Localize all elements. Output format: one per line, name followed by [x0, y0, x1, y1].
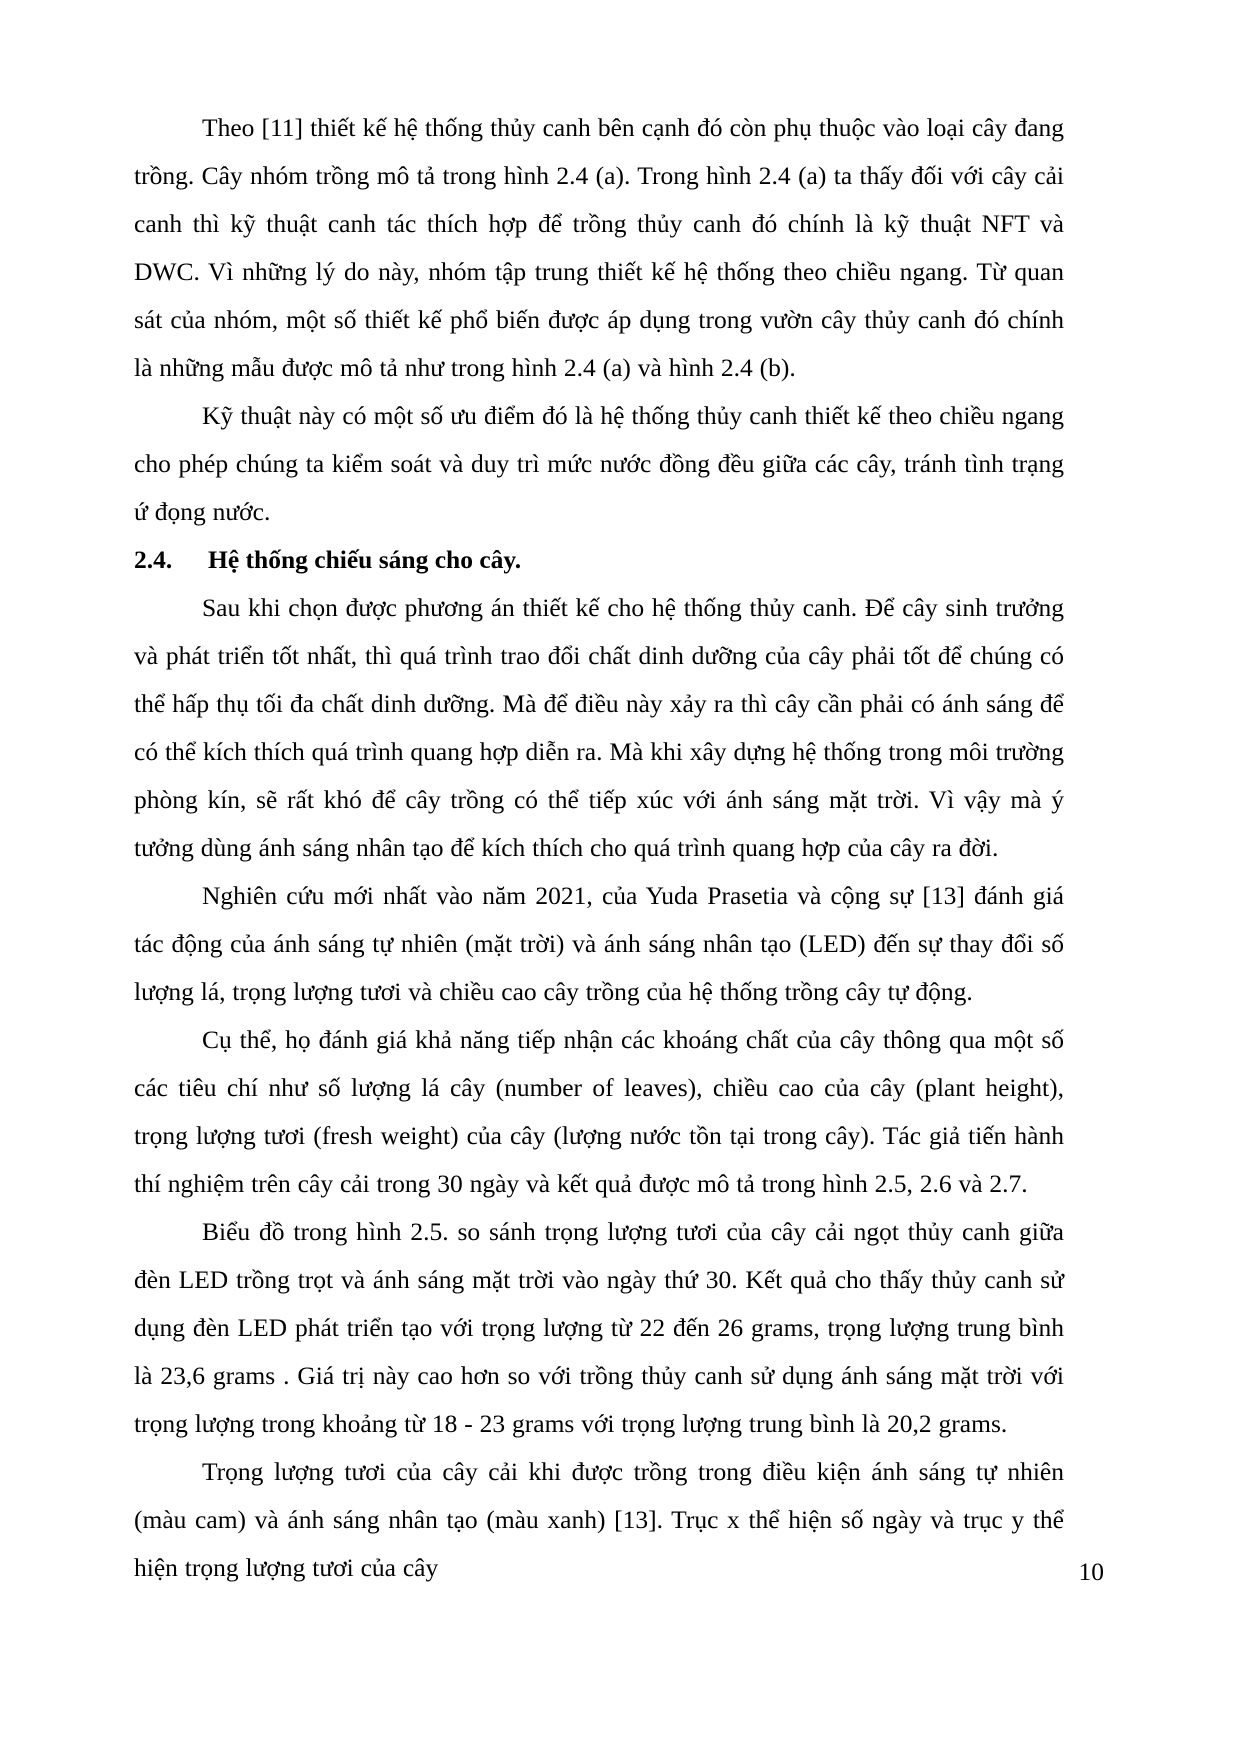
page-number: 10 [1078, 1557, 1104, 1586]
paragraph-theo-11: Theo [11] thiết kế hệ thống thủy canh bên cạnh đó còn phụ thuộc vào loại cây đang trồng. Cây nhóm trồng mô tả trong hình 2.4 (a). Trong hình 2.4 (a) ta thấy đối với cây cải canh thì kỹ thuật canh tác thích hợp để trồng thủy canh đó chính là kỹ thuật NFT và DWC. Vì những lý do này, nhóm tập trung thiết kế hệ thống theo chiều ngang. Từ quan sát của nhóm, một số thiết kế phổ biến được áp dụng trong vườn cây thủy canh đó chính là những mẫu được mô tả như trong hình 2.4 (a) và hình 2.4 (b). [134, 113, 1064, 382]
paragraph-ky-thuat-nay: Kỹ thuật này có một số ưu điểm đó là hệ thống thủy canh thiết kế theo chiều ngang cho phép chúng ta kiểm soát và duy trì mức nước đồng đều giữa các cây, tránh tình trạng ứ đọng nước. [134, 401, 1064, 526]
paragraph-nghien-cuu-2021: Nghiên cứu mới nhất vào năm 2021, của Yuda Prasetia và cộng sự [13] đánh giá tác động của ánh sáng tự nhiên (mặt trời) và ánh sáng nhân tạo (LED) đến sự thay đổi số lượng lá, trọng lượng tươi và chiều cao cây trồng của hệ thống trồng cây tự động. [134, 881, 1064, 1006]
paragraph-sau-khi-chon: Sau khi chọn được phương án thiết kế cho hệ thống thủy canh. Để cây sinh trưởng và phát triển tốt nhất, thì quá trình trao đổi chất dinh dưỡng của cây phải tốt để chúng có thể hấp thụ tối đa chất dinh dưỡng. Mà để điều này xảy ra thì cây cần phải có ánh sáng để có thể kích thích quá trình quang hợp diễn ra. Mà khi xây dựng hệ thống trong môi trường phòng kín, sẽ rất khó để cây trồng có thể tiếp xúc với ánh sáng mặt trời. Vì vậy mà ý tưởng dùng ánh sáng nhân tạo để kích thích cho quá trình quang hợp của cây ra đời. [134, 593, 1064, 862]
section-title: Hệ thống chiếu sáng cho cây. [208, 545, 522, 574]
paragraph-cu-the: Cụ thể, họ đánh giá khả năng tiếp nhận các khoáng chất của cây thông qua một số các tiêu chí như số lượng lá cây (number of leaves), chiều cao của cây (plant height), trọng lượng tươi (fresh weight) của cây (lượng nước tồn tại trong cây). Tác giả tiến hành thí nghiệm trên cây cải trong 30 ngày và kết quả được mô tả trong hình 2.5, 2.6 và 2.7. [134, 1025, 1064, 1198]
section-number: 2.4. [134, 545, 173, 574]
section-heading-2-4 [134, 536, 1064, 584]
page-content [134, 104, 1064, 1592]
paragraph-bieu-do-hinh-25: Biểu đồ trong hình 2.5. so sánh trọng lượng tươi của cây cải ngọt thủy canh giữa đèn LED trồng trọt và ánh sáng mặt trời vào ngày thứ 30. Kết quả cho thấy thủy canh sử dụng đèn LED phát triển tạo với trọng lượng từ 22 đến 26 grams, trọng lượng trung bình là 23,6 grams . Giá trị này cao hơn so với trồng thủy canh sử dụng ánh sáng mặt trời với trọng lượng trong khoảng từ 18 - 23 grams với trọng lượng trung bình là 20,2 grams. [134, 1217, 1064, 1438]
paragraph-trong-luong-tuoi: Trọng lượng tươi của cây cải khi được trồng trong điều kiện ánh sáng tự nhiên (màu cam) và ánh sáng nhân tạo (màu xanh) [13]. Trục x thể hiện số ngày và trục y thể hiện trọng lượng tươi của cây [134, 1457, 1064, 1582]
